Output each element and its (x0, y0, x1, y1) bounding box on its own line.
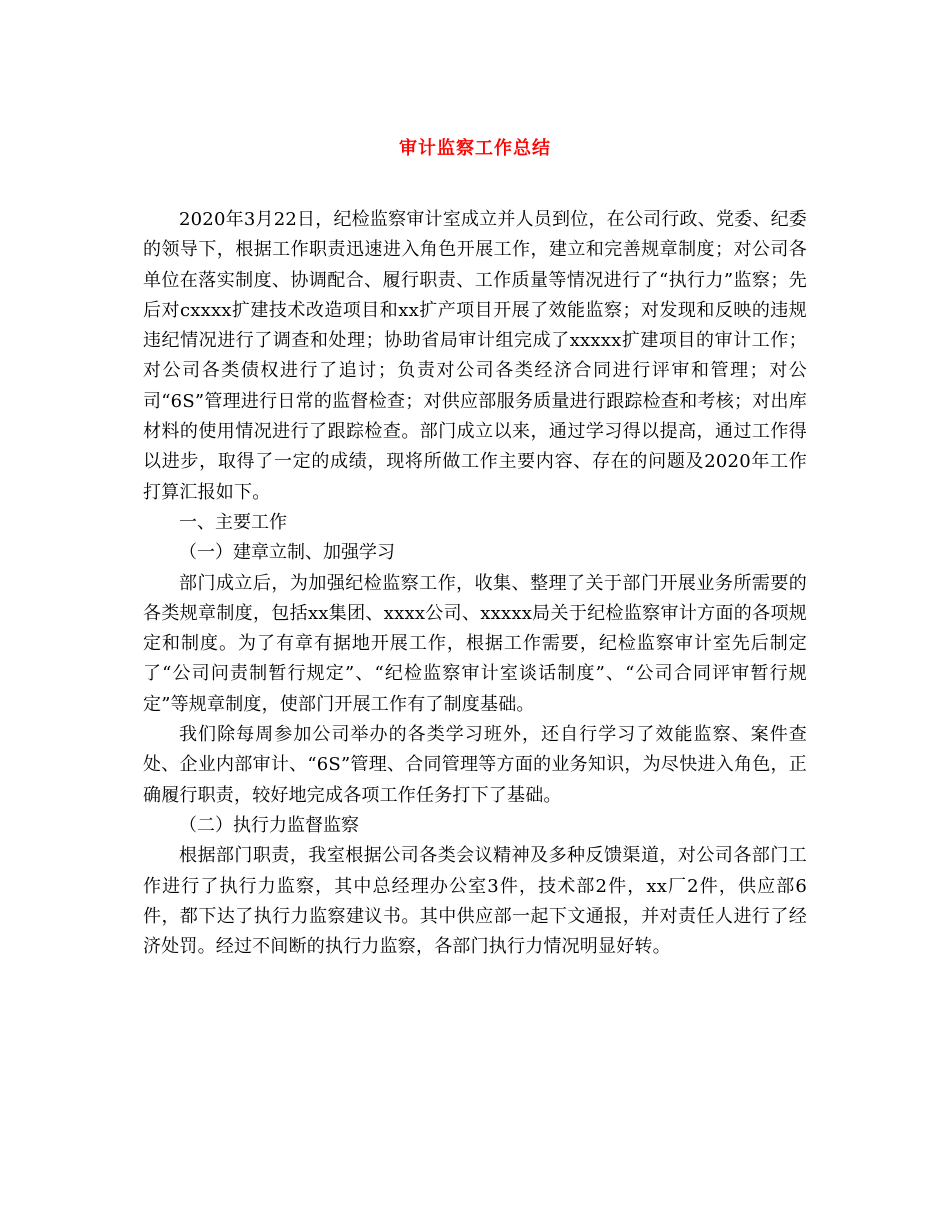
document-title: 审计监察工作总结 (399, 138, 551, 159)
document-body (143, 205, 807, 962)
subsection-heading-regulations: （一）建章立制、加强学习 (179, 542, 395, 564)
intro-paragraph: 2020年3月22日，纪检监察审计室成立并人员到位，在公司行政、党委、纪委的领导下，根据工作职责迅速进入角色开展工作，建立和完善规章制度；对公司各单位在落实制度、协调配合、履行职责、工作质量等情况进行了“执行力”监察；先后对cxxxx扩建技术改造项目和xx扩产项目开展了效能监察；对发现和反映的违规违纪情况进行了调查和处理；协助省局审计组完成了xxxxx扩建项目的审计工作；对公司各类债权进行了追讨；负责对公司各类经济合同进行评审和管理；对公司“6S”管理进行日常的监督检查；对供应部服务质量进行跟踪检查和考核；对出库材料的使用情况进行了跟踪检查。部门成立以来，通过学习得以提高，通过工作得以进步，取得了一定的成绩，现将所做工作主要内容、存在的问题及2020年工作打算汇报如下。 (143, 209, 807, 503)
section-heading-main-work: 一、主要工作 (179, 511, 287, 533)
execution-supervision-paragraph: 根据部门职责，我室根据公司各类会议精神及多种反馈渠道，对公司各部门工作进行了执行力监察，其中总经理办公室3件，技术部2件，xx厂2件，供应部6件，都下达了执行力监察建议书。其中供应部一起下文通报，并对责任人进行了经济处罚。经过不间断的执行力监察，各部门执行力情况明显好转。 (143, 845, 807, 958)
subsection-heading-execution-supervision: （二）执行力监督监察 (179, 814, 359, 836)
regulations-paragraph: 部门成立后，为加强纪检监察工作，收集、整理了关于部门开展业务所需要的各类规章制度，包括xx集团、xxxx公司、xxxxx局关于纪检监察审计方面的各项规定和制度。为了有章有据地开展工作，根据工作需要，纪检监察审计室先后制定了“公司问责制暂行规定”、“纪检监察审计室谈话制度”、“公司合同评审暂行规定”等规章制度，使部门开展工作有了制度基础。 (143, 572, 807, 715)
study-paragraph: 我们除每周参加公司举办的各类学习班外，还自行学习了效能监察、案件查处、企业内部审计、“6S”管理、合同管理等方面的业务知识，为尽快进入角色，正确履行职责，较好地完成各项工作任务打下了基础。 (143, 724, 807, 806)
